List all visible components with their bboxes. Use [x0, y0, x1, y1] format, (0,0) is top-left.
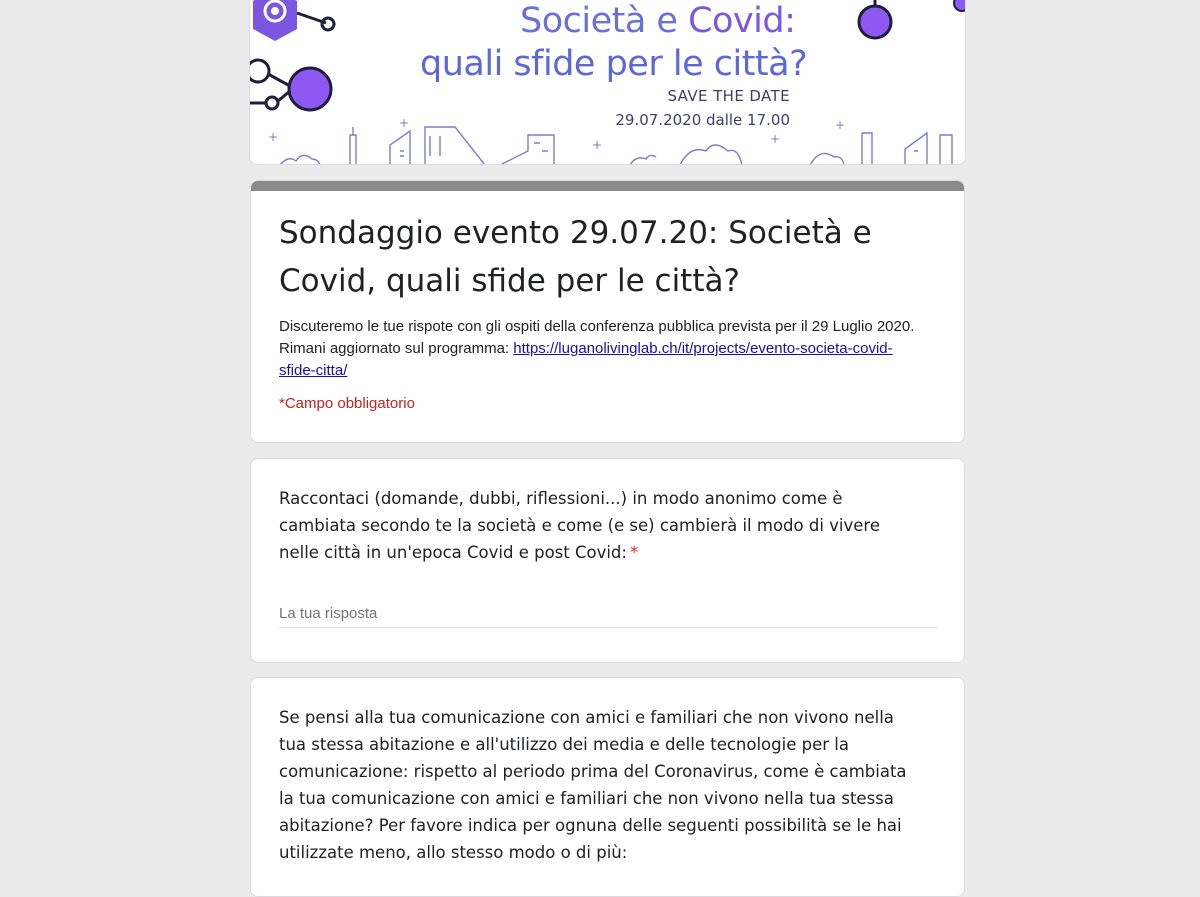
svg-text:+: + — [770, 132, 781, 146]
form-accent-strip — [251, 181, 964, 191]
banner-title-line-2: quali sfide per le città? — [420, 44, 808, 84]
form-title: Sondaggio evento 29.07.20: Società e Covid, quali sfide per le città? — [279, 215, 872, 299]
program-link[interactable]: https://luganolivinglab.ch/it/projects/evento-societa-covid-sfide-citta/ — [279, 340, 893, 379]
banner-title-line-1: Società e Covid: — [520, 1, 796, 41]
form-header-card — [250, 180, 965, 443]
header-banner-image — [249, 0, 966, 165]
gear-hexagon-icon — [253, 0, 297, 41]
svg-text:+: + — [592, 138, 603, 152]
svg-text:+: + — [835, 118, 846, 132]
banner-save-the-date: SAVE THE DATE — [667, 87, 790, 105]
form-description — [279, 316, 919, 382]
required-asterisk: * — [629, 543, 639, 562]
question-1-text: Raccontaci (domande, dubbi, riflessioni...) in modo anonimo come è cambiata secondo te la società e come (e se) cambierà il modo di vivere nelle città in un'epoca Covid e post Covid: — [279, 489, 881, 562]
required-field-note: *Campo obbligatorio — [279, 395, 415, 412]
form-description-text: Discuteremo le tue rispote con gli ospiti della conferenza pubblica prevista per il 29 Luglio 2020. Rimani aggiornato sul programma: — [279, 318, 915, 357]
question-card-2 — [250, 677, 965, 897]
svg-text:+: + — [268, 130, 279, 144]
question-2-title: Se pensi alla tua comunicazione con amici e familiari che non vivono nella tua stessa abitazione e all'utilizzo dei media e delle tecnologie per la comunicazione: rispetto al periodo prima del Coronavirus, come è cambiata la tua comunicazione con amici e familiari che non vivono nella tua stessa abitazione? Per favore indica per ognuna delle seguenti possibilità se le hai utilizzate meno, allo stesso modo o di più: — [279, 708, 907, 862]
svg-text:+: + — [399, 116, 410, 130]
question-card-1 — [250, 458, 965, 663]
banner-date-time: 29.07.2020 dalle 17.00 — [615, 111, 790, 129]
question-1-title — [279, 485, 919, 566]
question-1-answer-input[interactable] — [279, 599, 938, 628]
